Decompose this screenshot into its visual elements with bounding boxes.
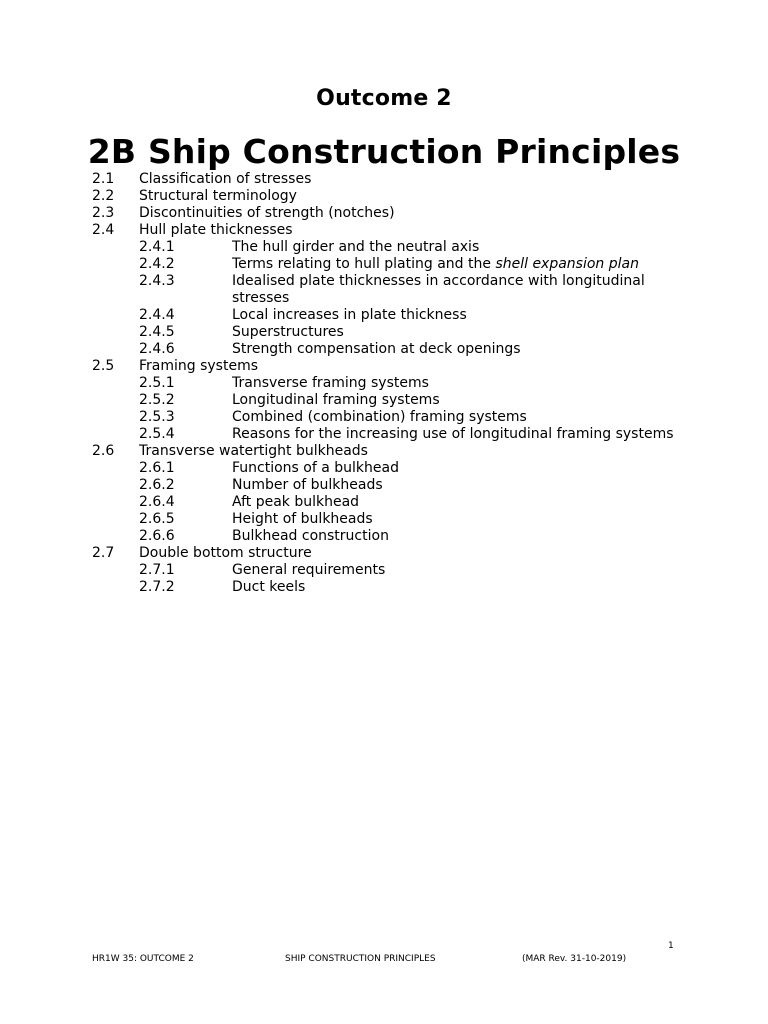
toc-number: 2.4 xyxy=(92,222,115,238)
toc-number: 2.4.5 xyxy=(139,324,175,340)
toc-text: Functions of a bulkhead xyxy=(232,460,399,476)
toc-text: Discontinuities of strength (notches) xyxy=(139,205,395,221)
toc-number: 2.7.2 xyxy=(139,579,175,595)
toc-text: Idealised plate thicknesses in accordance with longitudinal xyxy=(232,273,645,289)
toc-subentry xyxy=(92,392,692,409)
toc-text: Longitudinal framing systems xyxy=(232,392,440,408)
toc-entry xyxy=(92,443,692,460)
toc-number: 2.4.4 xyxy=(139,307,175,323)
toc-subentry xyxy=(92,341,692,358)
toc-number: 2.6.4 xyxy=(139,494,175,510)
toc-text: stresses xyxy=(232,290,290,306)
toc-text: Duct keels xyxy=(232,579,306,595)
toc-text: Height of bulkheads xyxy=(232,511,373,527)
toc-number: 2.4.2 xyxy=(139,256,175,272)
footer-revision: (MAR Rev. 31-10-2019) xyxy=(522,954,627,964)
toc-number: 2.5.2 xyxy=(139,392,175,408)
toc-text: Classification of stresses xyxy=(139,171,312,187)
toc-subentry xyxy=(92,528,692,545)
footer-subject: SHIP CONSTRUCTION PRINCIPLES xyxy=(285,954,436,964)
toc-subentry xyxy=(92,273,692,290)
toc-subentry xyxy=(92,511,692,528)
toc-text: Transverse watertight bulkheads xyxy=(139,443,368,459)
toc-text: Superstructures xyxy=(232,324,344,340)
toc-number: 2.7.1 xyxy=(139,562,175,578)
toc-subentry xyxy=(92,256,692,273)
toc-entry xyxy=(92,188,692,205)
toc-entry xyxy=(92,222,692,239)
toc-number: 2.6.5 xyxy=(139,511,175,527)
toc-text: Local increases in plate thickness xyxy=(232,307,467,323)
toc-text: Framing systems xyxy=(139,358,259,374)
toc-text: Bulkhead construction xyxy=(232,528,389,544)
document-title: 2B Ship Construction Principles xyxy=(87,132,681,171)
toc-subentry xyxy=(92,307,692,324)
table-of-contents xyxy=(92,171,692,596)
toc-subentry xyxy=(92,460,692,477)
toc-number: 2.4.3 xyxy=(139,273,175,289)
toc-subentry xyxy=(92,409,692,426)
toc-number: 2.6 xyxy=(92,443,115,459)
toc-number: 2.6.6 xyxy=(139,528,175,544)
toc-number: 2.7 xyxy=(92,545,115,561)
toc-text-wrapper xyxy=(232,256,639,273)
toc-number: 2.4.1 xyxy=(139,239,175,255)
toc-subentry xyxy=(92,239,692,256)
toc-number: 2.5.4 xyxy=(139,426,175,442)
toc-entry xyxy=(92,545,692,562)
toc-subentry xyxy=(92,426,692,443)
toc-number: 2.2 xyxy=(92,188,115,204)
toc-text: Structural terminology xyxy=(139,188,297,204)
toc-text: Aft peak bulkhead xyxy=(232,494,360,510)
toc-text: Strength compensation at deck openings xyxy=(232,341,521,357)
toc-number: 2.5 xyxy=(92,358,115,374)
toc-subentry xyxy=(92,324,692,341)
toc-text: Reasons for the increasing use of longitudinal framing systems xyxy=(232,426,674,442)
toc-number: 2.3 xyxy=(92,205,115,221)
toc-entry xyxy=(92,205,692,222)
toc-text: Double bottom structure xyxy=(139,545,312,561)
toc-text: Hull plate thicknesses xyxy=(139,222,293,238)
page-number: 1 xyxy=(668,941,674,951)
toc-number: 2.5.3 xyxy=(139,409,175,425)
toc-entry xyxy=(92,171,692,188)
toc-subentry xyxy=(92,477,692,494)
toc-entry xyxy=(92,358,692,375)
toc-text-emphasis: shell expansion plan xyxy=(495,256,639,272)
toc-number: 2.6.2 xyxy=(139,477,175,493)
toc-number: 2.4.6 xyxy=(139,341,175,357)
toc-number: 2.1 xyxy=(92,171,115,187)
toc-subentry xyxy=(92,375,692,392)
toc-text: Terms relating to hull plating and the xyxy=(232,256,496,272)
toc-subentry xyxy=(92,579,692,596)
footer-course-code: HR1W 35: OUTCOME 2 xyxy=(92,954,194,964)
toc-number: 2.6.1 xyxy=(139,460,175,476)
toc-text: General requirements xyxy=(232,562,386,578)
toc-text: The hull girder and the neutral axis xyxy=(232,239,480,255)
toc-subentry xyxy=(92,494,692,511)
toc-continuation xyxy=(92,290,692,307)
toc-number: 2.5.1 xyxy=(139,375,175,391)
toc-text: Combined (combination) framing systems xyxy=(232,409,527,425)
toc-text: Transverse framing systems xyxy=(232,375,429,391)
toc-subentry xyxy=(92,562,692,579)
outcome-heading: Outcome 2 xyxy=(316,86,452,111)
toc-text: Number of bulkheads xyxy=(232,477,383,493)
